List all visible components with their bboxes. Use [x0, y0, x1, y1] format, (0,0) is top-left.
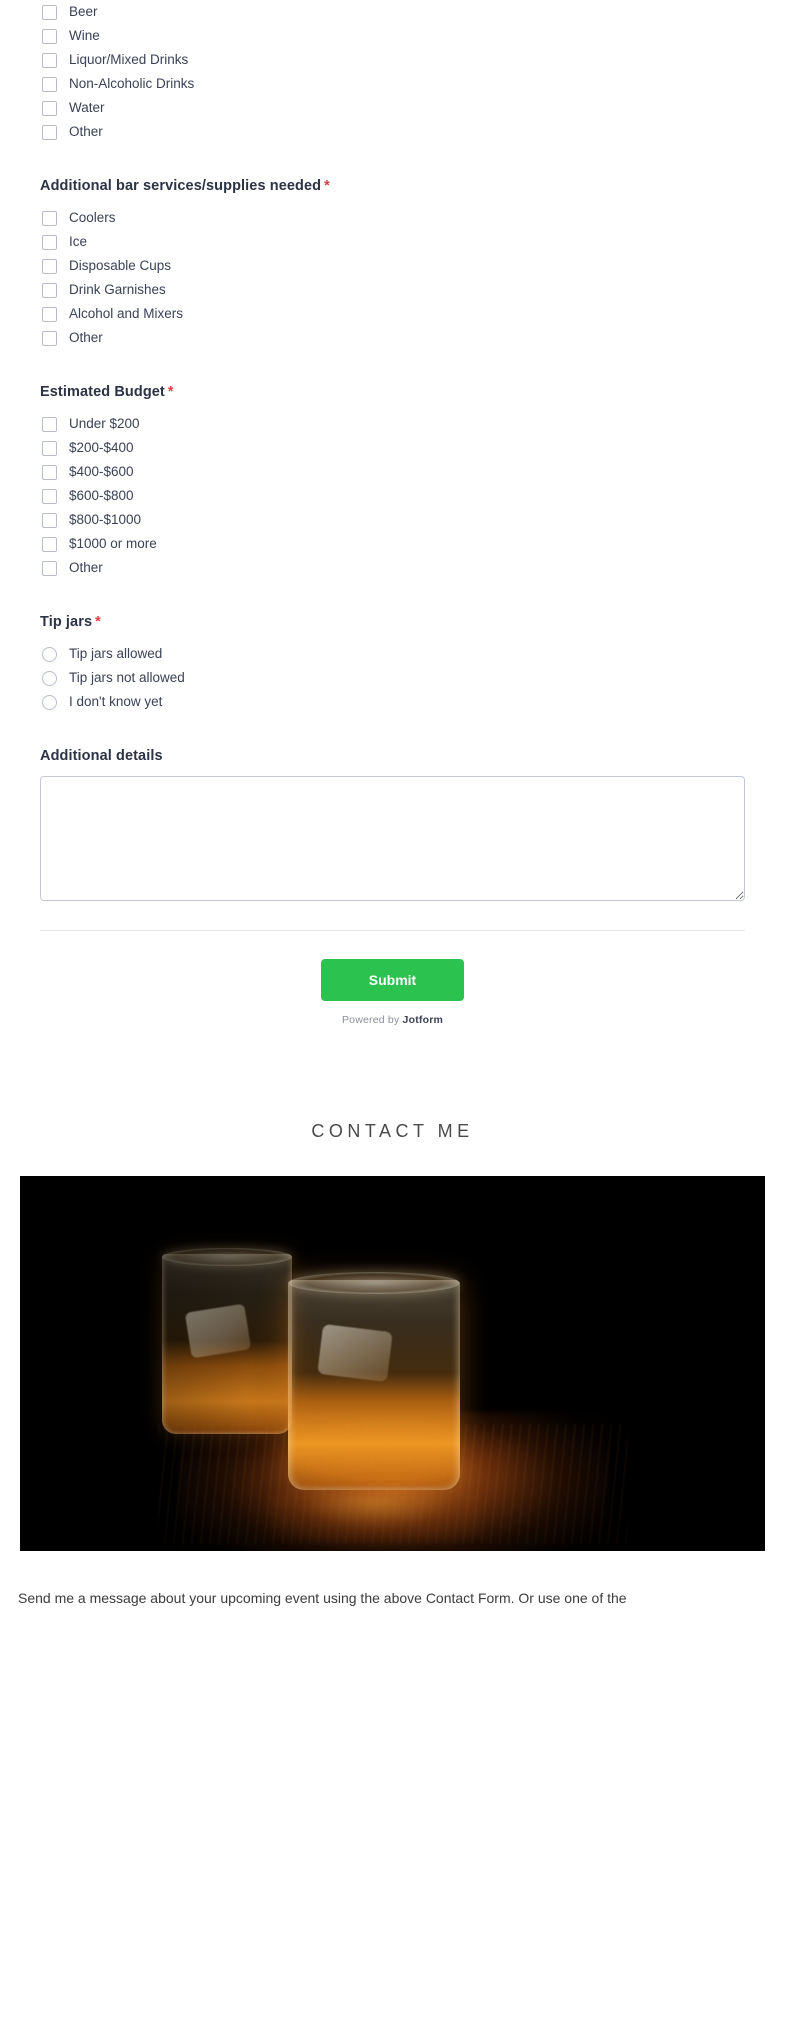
option-label: Water	[69, 100, 105, 115]
option-supplies-2[interactable]	[40, 254, 745, 278]
checkbox-icon[interactable]	[42, 465, 57, 480]
checkbox-icon[interactable]	[42, 561, 57, 576]
field-label-text: Tip jars	[40, 614, 93, 630]
option-label: Drink Garnishes	[69, 282, 166, 297]
option-label: I don't know yet	[69, 694, 163, 709]
option-label: Tip jars not allowed	[69, 670, 185, 685]
image-canvas	[20, 1176, 765, 1551]
option-label: Non-Alcoholic Drinks	[69, 76, 195, 91]
checkbox-icon[interactable]	[42, 283, 57, 298]
option-label: Tip jars allowed	[69, 646, 163, 661]
jotform-brand: Jotform	[402, 1014, 444, 1026]
option-label: Beer	[69, 4, 98, 19]
option-label: Alcohol and Mixers	[69, 306, 184, 321]
option-label: Wine	[69, 28, 100, 43]
option-supplies-4[interactable]	[40, 302, 745, 326]
option-drinks-4[interactable]	[40, 96, 745, 120]
option-budget-3[interactable]	[40, 484, 745, 508]
field-label-text: Estimated Budget	[40, 384, 165, 400]
option-label: $1000 or more	[69, 536, 157, 551]
option-drinks-3[interactable]	[40, 72, 745, 96]
option-supplies-1[interactable]	[40, 230, 745, 254]
option-budget-1[interactable]	[40, 436, 745, 460]
checkbox-icon[interactable]	[42, 235, 57, 250]
option-label: $400-$600	[69, 464, 134, 479]
checkbox-icon[interactable]	[42, 513, 57, 528]
checkbox-icon[interactable]	[42, 211, 57, 226]
option-drinks-5[interactable]	[40, 120, 745, 144]
option-label: Under $200	[69, 416, 140, 431]
field-additional-details	[40, 748, 745, 906]
radio-icon[interactable]	[42, 695, 57, 710]
option-supplies-5[interactable]	[40, 326, 745, 350]
checkbox-icon[interactable]	[42, 307, 57, 322]
option-label: $600-$800	[69, 488, 134, 503]
textarea-wrapper	[40, 776, 745, 906]
option-label: Ice	[69, 234, 88, 249]
checkbox-icon[interactable]	[42, 537, 57, 552]
field-label	[40, 384, 745, 400]
required-asterisk: *	[324, 178, 330, 194]
contact-body-text: Send me a message about your upcoming event using the above Contact Form. Or use one of the	[18, 1590, 627, 1606]
option-supplies-0[interactable]	[40, 206, 745, 230]
field-drinks-needed	[40, 0, 745, 144]
checkbox-icon[interactable]	[42, 441, 57, 456]
option-tipjars-0[interactable]	[40, 642, 745, 666]
powered-by-text: Powered by	[341, 1014, 403, 1026]
required-asterisk: *	[95, 614, 101, 630]
field-label	[40, 748, 745, 764]
checkbox-icon[interactable]	[42, 125, 57, 140]
option-tipjars-2[interactable]	[40, 690, 745, 714]
checkbox-icon[interactable]	[42, 5, 57, 20]
option-label: Other	[69, 560, 103, 575]
checkbox-icon[interactable]	[42, 417, 57, 432]
submit-area	[40, 931, 745, 1026]
field-label-text: Additional bar services/supplies needed	[40, 178, 322, 194]
powered-by-jotform	[40, 1014, 745, 1026]
option-budget-4[interactable]	[40, 508, 745, 532]
field-label-text: Additional details	[40, 748, 163, 764]
option-drinks-0[interactable]	[40, 0, 745, 24]
checkbox-icon[interactable]	[42, 331, 57, 346]
option-drinks-2[interactable]	[40, 48, 745, 72]
field-bar-supplies	[40, 178, 745, 350]
option-label: Disposable Cups	[69, 258, 172, 273]
option-supplies-3[interactable]	[40, 278, 745, 302]
option-budget-0[interactable]	[40, 412, 745, 436]
option-label: Coolers	[69, 210, 116, 225]
contact-heading: CONTACT ME	[311, 1121, 474, 1141]
checkbox-icon[interactable]	[42, 53, 57, 68]
checkbox-icon[interactable]	[42, 259, 57, 274]
whiskey-glasses-image	[20, 1176, 765, 1551]
required-asterisk: *	[167, 384, 174, 400]
option-label: Liquor/Mixed Drinks	[69, 52, 189, 67]
radio-icon[interactable]	[42, 647, 57, 662]
radio-icon[interactable]	[42, 671, 57, 686]
option-tipjars-1[interactable]	[40, 666, 745, 690]
option-budget-5[interactable]	[40, 532, 745, 556]
checkbox-icon[interactable]	[42, 101, 57, 116]
option-budget-2[interactable]	[40, 460, 745, 484]
option-drinks-1[interactable]	[40, 24, 745, 48]
option-label: $800-$1000	[69, 512, 142, 527]
field-tip-jars	[40, 614, 745, 714]
checkbox-icon[interactable]	[42, 489, 57, 504]
submit-button[interactable]: Submit	[321, 959, 464, 1001]
option-label: $200-$400	[69, 440, 134, 455]
checkbox-icon[interactable]	[42, 77, 57, 92]
option-label: Other	[69, 330, 103, 345]
checkbox-icon[interactable]	[42, 29, 57, 44]
field-label	[40, 614, 745, 630]
field-estimated-budget	[40, 384, 745, 580]
option-label: Other	[69, 124, 103, 139]
field-label	[40, 178, 745, 194]
image-vignette	[20, 1176, 765, 1551]
additional-details-input[interactable]	[40, 776, 745, 901]
option-budget-6[interactable]	[40, 556, 745, 580]
